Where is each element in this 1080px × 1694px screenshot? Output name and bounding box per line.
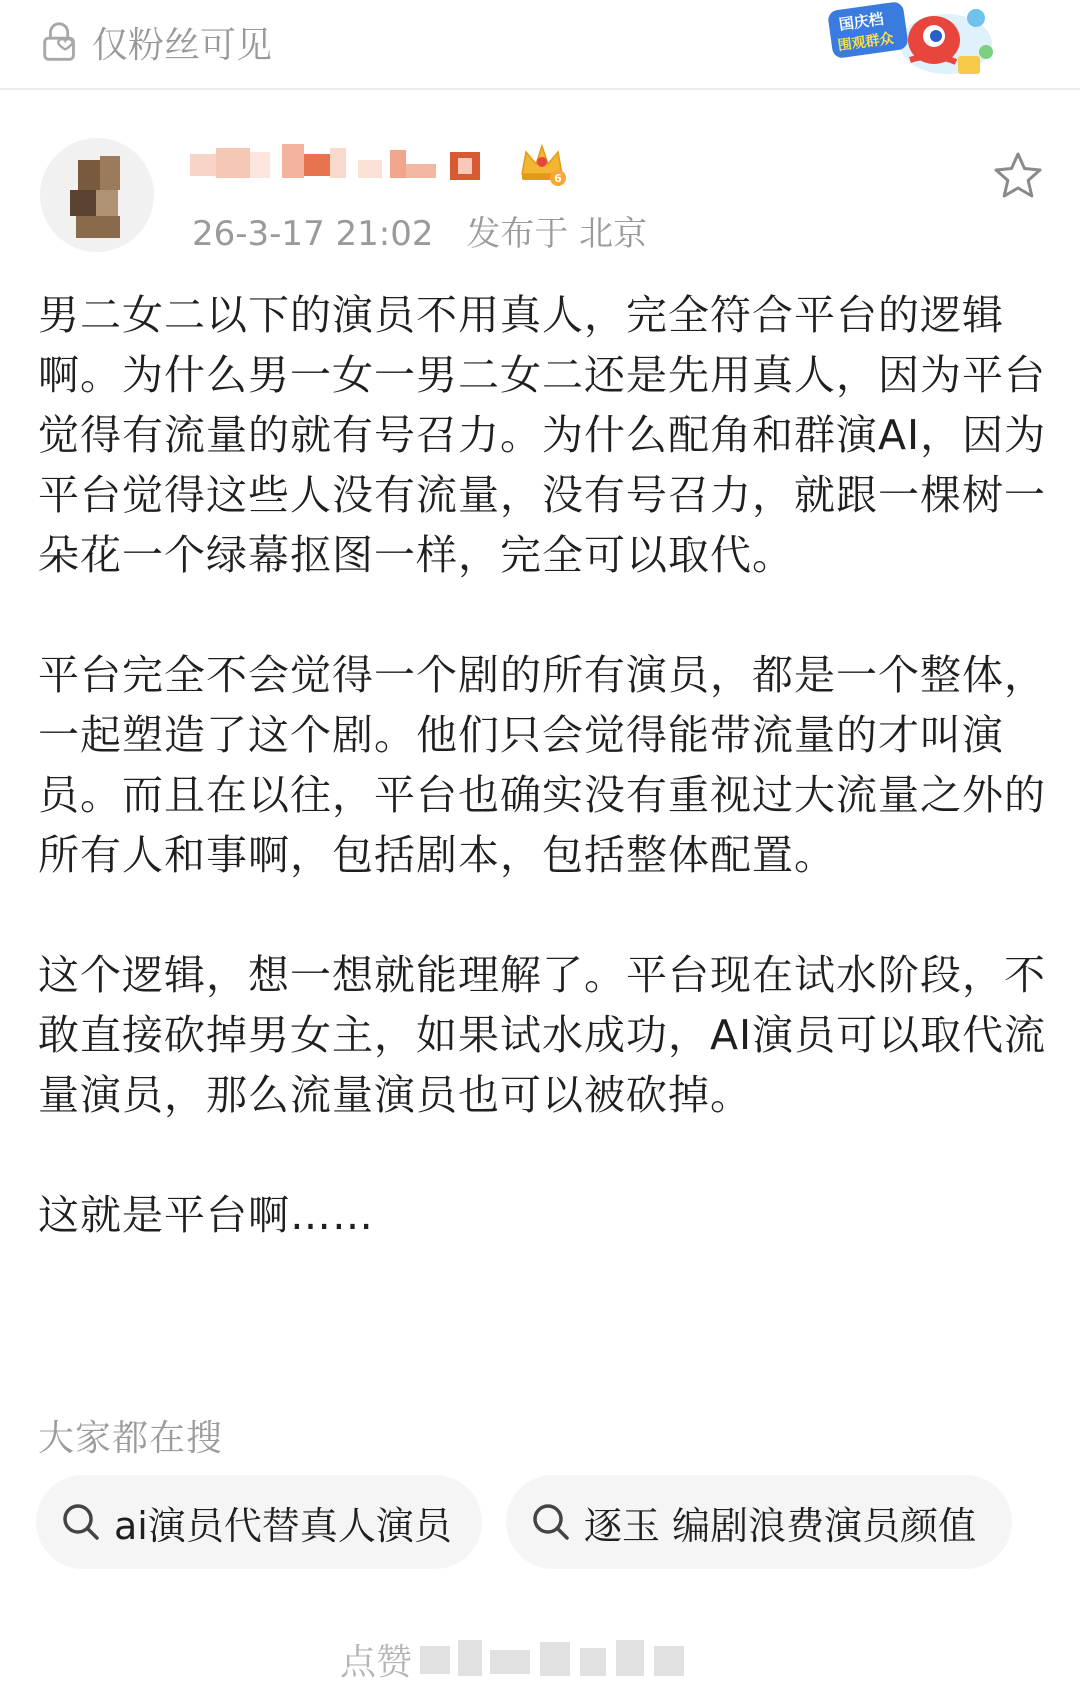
post-body <box>38 285 1048 1245</box>
post-paragraph: 这个逻辑，想一想就能理解了。平台现在试水阶段，不敢直接砍掉男女主，如果试水成功，AI演员可以取代流量演员，那么流量演员也可以被砍掉。 <box>38 951 1047 1119</box>
search-suggestion-label: 逐玉 编剧浪费演员颜值 <box>584 1503 977 1548</box>
post-location: 发布于 北京 <box>466 214 648 254</box>
star-icon[interactable] <box>990 148 1046 204</box>
likes-bar-blurred <box>340 1630 740 1686</box>
search-suggestion-chip[interactable] <box>36 1475 482 1569</box>
post-paragraph: 男二女二以下的演员不用真人，完全符合平台的逻辑啊。为什么男一女一男二女二还是先用真人，因为平台觉得有流量的就有号召力。为什么配角和群演AI，因为平台觉得这些人没有流量，没有号召力，就跟一棵树一朵花一个绿幕抠图一样，完全可以取代。 <box>38 291 1047 579</box>
avatar[interactable] <box>40 138 154 252</box>
top-bar <box>0 0 1080 90</box>
svg-text:国庆档: 国庆档 <box>837 9 885 34</box>
event-badge[interactable] <box>826 0 1002 80</box>
nickname-blurred[interactable] <box>190 140 510 186</box>
likes-prefix: 点赞 <box>340 1642 413 1683</box>
visibility-label: 仅粉丝可见 <box>92 24 273 66</box>
svg-text:围观群众: 围观群众 <box>836 30 895 55</box>
search-icon <box>530 1501 572 1543</box>
crown-level-icon[interactable] <box>518 140 566 186</box>
post-header <box>0 130 1080 260</box>
post-timestamp: 26-3-17 21:02 <box>192 214 434 254</box>
lock-icon <box>38 19 84 65</box>
post-paragraph: 这就是平台啊…… <box>38 1191 374 1239</box>
visibility-indicator <box>38 18 272 66</box>
search-suggestion-chip[interactable] <box>506 1475 1012 1569</box>
trending-search-title: 大家都在搜 <box>38 1418 224 1459</box>
post-meta <box>192 206 647 255</box>
search-icon <box>60 1501 102 1543</box>
svg-text:6: 6 <box>554 172 562 185</box>
search-suggestion-label: ai演员代替真人演员 <box>114 1503 452 1548</box>
post-paragraph: 平台完全不会觉得一个剧的所有演员，都是一个整体，一起塑造了这个剧。他们只会觉得能带流量的才叫演员。而且在以往，平台也确实没有重视过大流量之外的所有人和事啊，包括剧本，包括整体配置。 <box>38 651 1046 879</box>
